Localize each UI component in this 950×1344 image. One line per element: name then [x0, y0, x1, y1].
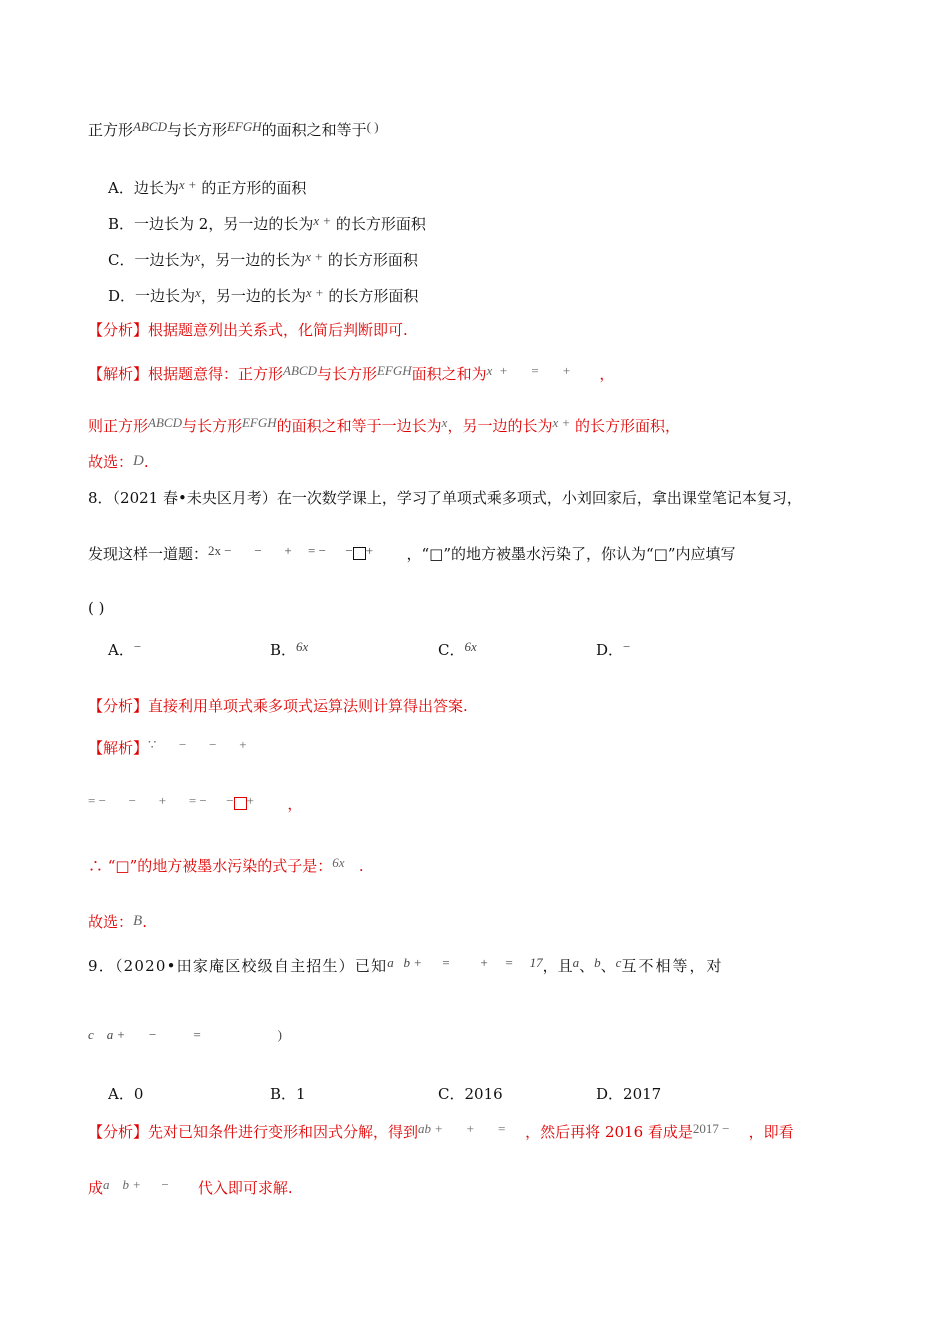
option-text: ，另一边的长为: [200, 251, 306, 269]
math-a: a: [572, 955, 580, 970]
q9-analysis: [88, 1122, 794, 1143]
then-text: 与长方形: [181, 417, 242, 435]
option-label: D．: [596, 641, 624, 659]
q9-stem-line1: [88, 956, 723, 977]
math-x-plus: x +: [552, 415, 571, 430]
q8-option-d: [596, 640, 630, 661]
option-text: ，另一边的长为: [200, 287, 306, 305]
solution-expr: ∵ − − +: [148, 737, 247, 752]
solution-text: ，: [287, 795, 303, 813]
analysis-expr: ab + + =: [418, 1121, 507, 1136]
q7-answer: [88, 452, 149, 473]
stem-expr: 2x − − + = − −: [208, 543, 353, 558]
math-x: x: [441, 415, 448, 430]
q8-option-b: [270, 640, 308, 661]
q8-paren: ( ): [88, 599, 105, 617]
q7-option-c: [108, 250, 418, 271]
then-text: ，另一边的长为: [447, 417, 553, 435]
therefore-text: ∴ “□”的地方被墨水污染的式子是：: [88, 857, 333, 875]
answer-text: 故选：: [88, 453, 134, 471]
analysis-text: 【分析】先对已知条件进行变形和因式分解，得到: [88, 1123, 419, 1141]
q9-option-b: B．1: [270, 1085, 306, 1103]
option-math: 6x: [464, 639, 477, 654]
stem-expr: c a + − =: [88, 1027, 202, 1042]
solution-expr: x + = +: [486, 363, 571, 378]
stem-text: 与长方形: [166, 121, 227, 139]
stem-text: ，“□”的地方被墨水污染了，你认为“□”内应填写: [406, 545, 736, 563]
stem-text: 互不相等，对: [621, 957, 724, 975]
q8-stem-line1: 8．（2021 春•未央区月考）在一次数学课上，学习了单项式乘多项式，小刘回家后，拿出课堂笔记本复习，: [88, 489, 802, 507]
q7-stem: [88, 120, 379, 141]
q7-option-d: [108, 286, 418, 307]
stem-text: ，且: [542, 957, 573, 975]
solution-text: 面积之和为: [411, 365, 487, 383]
q8-option-a: [108, 640, 141, 661]
math-efgh: EFGH: [226, 119, 262, 134]
option-label: B．: [270, 641, 297, 659]
option-math: x: [194, 249, 201, 264]
answer-paren: ): [277, 1027, 282, 1042]
answer-text: .: [143, 453, 149, 471]
option-label: C．一边长为: [108, 251, 195, 269]
then-text: 的面积之和等于一边长为: [276, 417, 442, 435]
answer-choice: D: [133, 453, 144, 469]
option-text: 的长方形面积: [323, 251, 418, 269]
solution-text: 与长方形: [316, 365, 377, 383]
option-label: B．一边长为 2，另一边的长为: [108, 215, 314, 233]
q8-analysis: 【分析】直接利用单项式乘多项式运算法则计算得出答案.: [88, 697, 468, 715]
stem-text: 9．（2020•田家庵区校级自主招生）已知: [88, 957, 388, 975]
stem-expr: a b + = + = 17: [387, 955, 543, 970]
option-label: C．: [438, 641, 465, 659]
q7-option-b: [108, 214, 426, 235]
solution-text: 【解析】: [88, 739, 149, 757]
math-abcd: ABCD: [148, 415, 182, 430]
q7-option-a: [108, 178, 306, 199]
answer-choice: B: [133, 913, 143, 929]
q9-option-d: D．2017: [596, 1085, 662, 1103]
stem-text: 的面积之和等于: [261, 121, 367, 139]
q8-option-c: [438, 640, 477, 661]
analysis-text: 代入即可求解.: [197, 1179, 293, 1197]
option-text: 的长方形面积: [323, 287, 419, 305]
q9-stem-line2: [88, 1028, 282, 1049]
answer-text: 故选：: [88, 913, 134, 931]
q9-option-a: A．0: [108, 1085, 144, 1103]
stem-text: 、: [600, 957, 616, 975]
option-math: −: [133, 639, 142, 654]
stem-text: 发现这样一道题：: [88, 545, 209, 563]
therefore-math: 6x: [332, 855, 345, 870]
therefore-text: .: [358, 857, 364, 875]
option-label: A．边长为: [108, 179, 179, 197]
math-efgh: EFGH: [241, 415, 277, 430]
answer-text: .: [142, 913, 147, 931]
q7-then: [88, 416, 680, 437]
stem-text: 、: [579, 957, 595, 975]
ink-box-icon: [234, 797, 247, 810]
solution-expr: = − − + = − −: [88, 793, 234, 808]
stem-text: 正方形: [88, 121, 134, 139]
solution-text: ，: [599, 365, 615, 383]
math-b: b: [594, 955, 601, 970]
option-math: x: [195, 285, 201, 300]
q9-analysis-line2: [88, 1178, 293, 1199]
q7-solution: [88, 364, 614, 385]
option-math: x +: [178, 177, 197, 192]
option-math: 6x: [296, 639, 309, 654]
option-math: −: [623, 639, 631, 654]
stem-expr: +: [365, 543, 374, 558]
option-text: 的长方形面积: [331, 215, 426, 233]
math-efgh: EFGH: [376, 363, 412, 378]
q7-analysis: 【分析】根据题意列出关系式，化简后判断即可.: [88, 321, 408, 339]
q9-option-c: C．2016: [438, 1085, 503, 1103]
option-math: x +: [305, 285, 324, 300]
then-text: 的长方形面积，: [570, 417, 681, 435]
math-c: c: [615, 955, 622, 970]
answer-paren: ( ): [366, 119, 379, 134]
option-label: D．一边长为: [108, 287, 196, 305]
q8-answer: [88, 912, 147, 933]
ink-box-icon: [353, 547, 366, 560]
q8-equation: [88, 794, 302, 815]
option-text: 的正方形的面积: [196, 179, 307, 197]
q8-solution: [88, 738, 247, 759]
analysis-expr: a b + −: [103, 1177, 170, 1192]
option-math: x +: [313, 213, 332, 228]
analysis-text: ，即看: [748, 1123, 794, 1141]
math-abcd: ABCD: [133, 119, 167, 134]
solution-text: 【解析】根据题意得：正方形: [88, 365, 284, 383]
math-abcd: ABCD: [283, 363, 317, 378]
analysis-text: 成: [88, 1179, 104, 1197]
solution-expr: +: [246, 793, 254, 808]
then-text: 则正方形: [88, 417, 149, 435]
q8-stem-line2: [88, 544, 736, 565]
q8-therefore: [88, 856, 364, 877]
analysis-text: ，然后再将 2016 看成是: [525, 1123, 693, 1141]
analysis-expr: 2017 −: [692, 1121, 730, 1136]
option-label: A．: [108, 641, 134, 659]
option-math: x +: [305, 249, 324, 264]
